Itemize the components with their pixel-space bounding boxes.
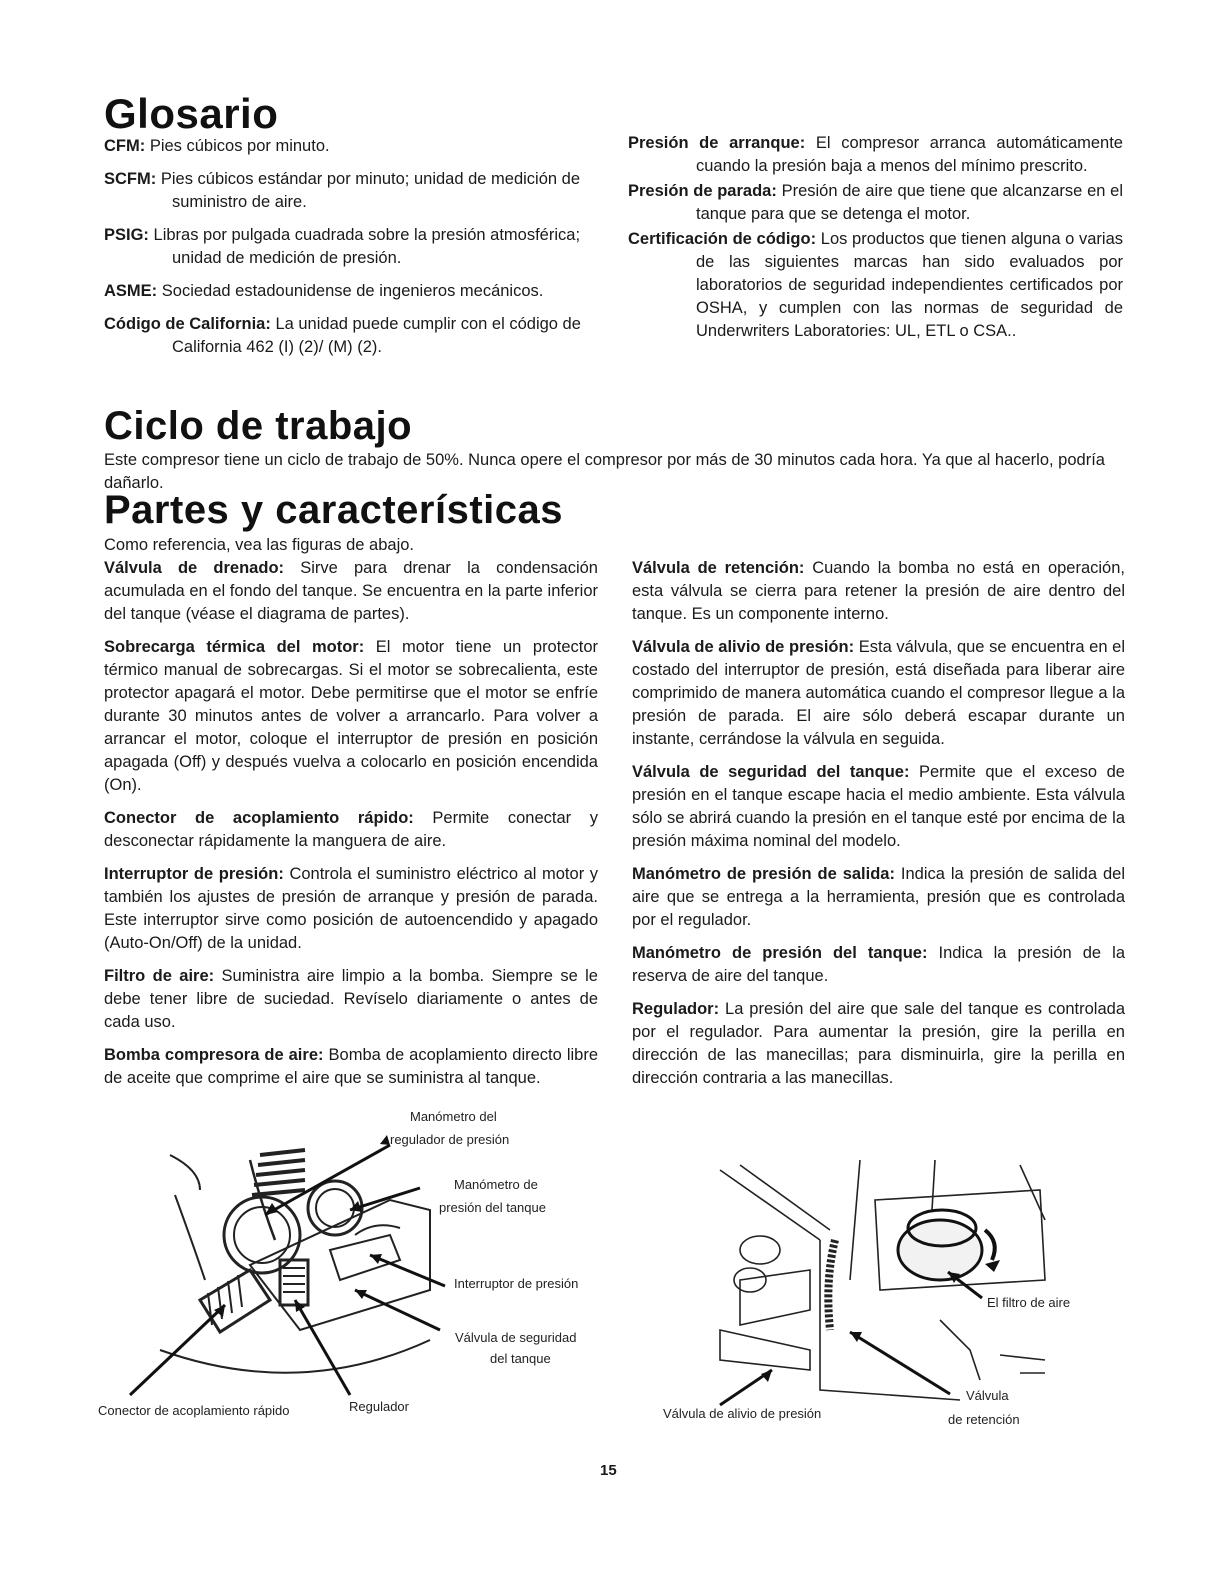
part-air-filter xyxy=(104,965,598,1034)
label-regulator-gauge-1: Manómetro del xyxy=(410,1109,497,1124)
part-description: Cuando la bomba no está en operación, esta válvula se cierra para retener la presión de aire dentro del tanque. Es un componente interno. xyxy=(632,559,1125,623)
part-term: Regulador: xyxy=(632,1000,720,1018)
part-term: Sobrecarga térmica del motor: xyxy=(104,638,365,656)
glossary-item-asme xyxy=(104,280,604,303)
label-regulator-gauge-2: regulador de presión xyxy=(390,1132,510,1147)
label-regulator: Regulador xyxy=(349,1399,409,1414)
glossary-item-cut-out xyxy=(628,180,1123,226)
glossary-term: PSIG: xyxy=(104,226,149,244)
part-term: Válvula de seguridad del tanque: xyxy=(632,763,910,781)
part-term: Válvula de retención: xyxy=(632,559,805,577)
label-safety-valve-1: Válvula de seguridad xyxy=(455,1330,577,1345)
glossary-term: ASME: xyxy=(104,282,158,300)
part-description: Permite que el exceso de presión en el tanque escape hacia el medio ambiente. Esta válvula sólo se abrirá cuando la presión en el tanque esté por encima de la presión máxima nominal del modelo. xyxy=(632,763,1125,850)
part-tank-gauge xyxy=(632,942,1125,988)
label-pressure-switch: Interruptor de presión xyxy=(454,1276,579,1291)
glossary-definition: Sociedad estadounidense de ingenieros mecánicos. xyxy=(161,282,544,300)
glossary-term: Presión de parada: xyxy=(628,182,777,200)
duty-cycle-text: Este compresor tiene un ciclo de trabajo de 50%. Nunca opere el compresor por más de 30 minutos cada hora. Ya que al hacerlo, podría dañarlo. xyxy=(104,451,1105,492)
label-check-valve-1: Válvula xyxy=(966,1388,1009,1403)
glossary-item-psig xyxy=(104,224,604,270)
parts-left-column xyxy=(104,557,598,1100)
glossary-definition: Presión de aire que tiene que alcanzarse en el tanque para que se detenga el motor. xyxy=(696,182,1123,223)
label-quick-coupler: Conector de acoplamiento rápido xyxy=(98,1403,290,1418)
part-description: Esta válvula, que se encuentra en el costado del interruptor de presión, está diseñada para liberar aire comprimido de manera automática cuando el compresor llegue a la presión de parada. El aire sólo deberá escapar durante un instante, cerrándose la válvula en seguida. xyxy=(632,638,1126,748)
glossary-definition: Libras por pulgada cuadrada sobre la presión atmosférica; unidad de medición de presión. xyxy=(153,226,581,267)
label-safety-valve-2: del tanque xyxy=(490,1351,551,1366)
parts-right-column xyxy=(632,557,1125,1100)
part-description: Bomba de acoplamiento directo libre de aceite que comprime el aire que se suministra al tanque. xyxy=(104,1046,598,1087)
glossary-term: Presión de arranque: xyxy=(628,134,806,152)
part-check-valve xyxy=(632,557,1125,626)
part-description: La presión del aire que sale del tanque es controlada por el regulador. Para aumentar la presión, gire la perilla en dirección de las manecillas; para disminuirla, gire la perilla en dirección contraria a las manecillas. xyxy=(632,1000,1125,1087)
part-air-pump xyxy=(104,1044,598,1090)
part-term: Bomba compresora de aire: xyxy=(104,1046,324,1064)
glossary-term: SCFM: xyxy=(104,170,157,188)
part-term: Válvula de alivio de presión: xyxy=(632,638,855,656)
glossary-item-cfm xyxy=(104,135,604,158)
label-tank-gauge-1: Manómetro de xyxy=(454,1177,538,1192)
label-air-filter: El filtro de aire xyxy=(987,1295,1071,1310)
figure-regulator-assembly xyxy=(100,1100,620,1430)
glossary-item-code-cert xyxy=(628,228,1123,343)
part-description: El motor tiene un protector térmico manual de sobrecargas. Si el motor se sobrecalienta, este protector apagará el motor. Debe permitirse que el motor se enfríe durante 30 minutos antes de volver a arrancarlo. Para volver a arrancar el motor, coloque el interruptor de presión en posición apagada (Off) y después vuelva a colocarlo en posición encendida (On). xyxy=(104,638,599,794)
part-description: Indica la presión de la reserva de aire del tanque. xyxy=(632,944,1125,985)
glossary-right-column xyxy=(628,132,1123,345)
part-safety-valve xyxy=(632,761,1125,853)
page-number: 15 xyxy=(600,1462,617,1479)
part-relief-valve xyxy=(632,636,1125,751)
glossary-definition: Pies cúbicos por minuto. xyxy=(149,137,330,155)
part-pressure-switch xyxy=(104,863,598,955)
part-term: Interruptor de presión: xyxy=(104,865,284,883)
part-term: Filtro de aire: xyxy=(104,967,215,985)
part-term: Manómetro de presión del tanque: xyxy=(632,944,928,962)
glossary-term: CFM: xyxy=(104,137,146,155)
glossary-item-cut-in xyxy=(628,132,1123,178)
part-term: Conector de acoplamiento rápido: xyxy=(104,809,414,827)
label-check-valve-2: de retención xyxy=(948,1412,1020,1427)
label-tank-gauge-2: presión del tanque xyxy=(439,1200,546,1215)
parts-title: Partes y características xyxy=(104,488,563,532)
glossary-item-california xyxy=(104,313,604,359)
glossary-term: Código de California: xyxy=(104,315,271,333)
part-quick-coupler xyxy=(104,807,598,853)
part-regulator xyxy=(632,998,1125,1090)
glossary-definition: Pies cúbicos estándar por minuto; unidad de medición de suministro de aire. xyxy=(160,170,581,211)
glossary-definition: La unidad puede cumplir con el código de California 462 (I) (2)/ (M) (2). xyxy=(172,315,581,356)
parts-intro: Como referencia, vea las figuras de abajo. xyxy=(104,536,415,554)
glossary-definition: Los productos que tienen alguna o varias de las siguientes marcas han sido evaluados por laboratorios de seguridad independientes certificados por OSHA, y cumplen con las normas de seguridad de Underwriters Laboratories: UL, ETL o CSA.. xyxy=(696,230,1124,340)
part-description: Permite conectar y desconectar rápidamente la manguera de aire. xyxy=(104,809,598,850)
glossary-left-column xyxy=(104,135,604,369)
label-relief-valve: Válvula de alivio de presión xyxy=(663,1406,822,1421)
glossary-item-scfm xyxy=(104,168,604,214)
part-description: Indica la presión de salida del aire que se entrega a la herramienta, presión que es controlada por el regulador. xyxy=(632,865,1125,929)
part-drain-valve xyxy=(104,557,598,626)
part-description: Controla el suministro eléctrico al motor y también los ajustes de presión de arranque y presión de parada. Este interruptor sirve como posición de autoencendido y apagado (Auto-On/Off) de la unidad. xyxy=(104,865,599,952)
part-term: Manómetro de presión de salida: xyxy=(632,865,895,883)
part-term: Válvula de drenado: xyxy=(104,559,285,577)
glossary-definition: El compresor arranca automáticamente cuando la presión baja a menos del mínimo prescrito. xyxy=(696,134,1123,175)
glossary-term: Certificación de código: xyxy=(628,230,817,248)
part-description: Suministra aire limpio a la bomba. Siempre se le debe tener libre de suciedad. Revíselo diariamente o antes de cada uso. xyxy=(104,967,598,1031)
part-description: Sirve para drenar la condensación acumulada en el fondo del tanque. Se encuentra en la parte inferior del tanque (véase el diagrama de partes). xyxy=(104,559,598,623)
part-thermal-overload xyxy=(104,636,598,797)
glossary-title: Glosario xyxy=(104,90,279,137)
part-outlet-gauge xyxy=(632,863,1125,932)
duty-cycle-title: Ciclo de trabajo xyxy=(104,404,413,448)
